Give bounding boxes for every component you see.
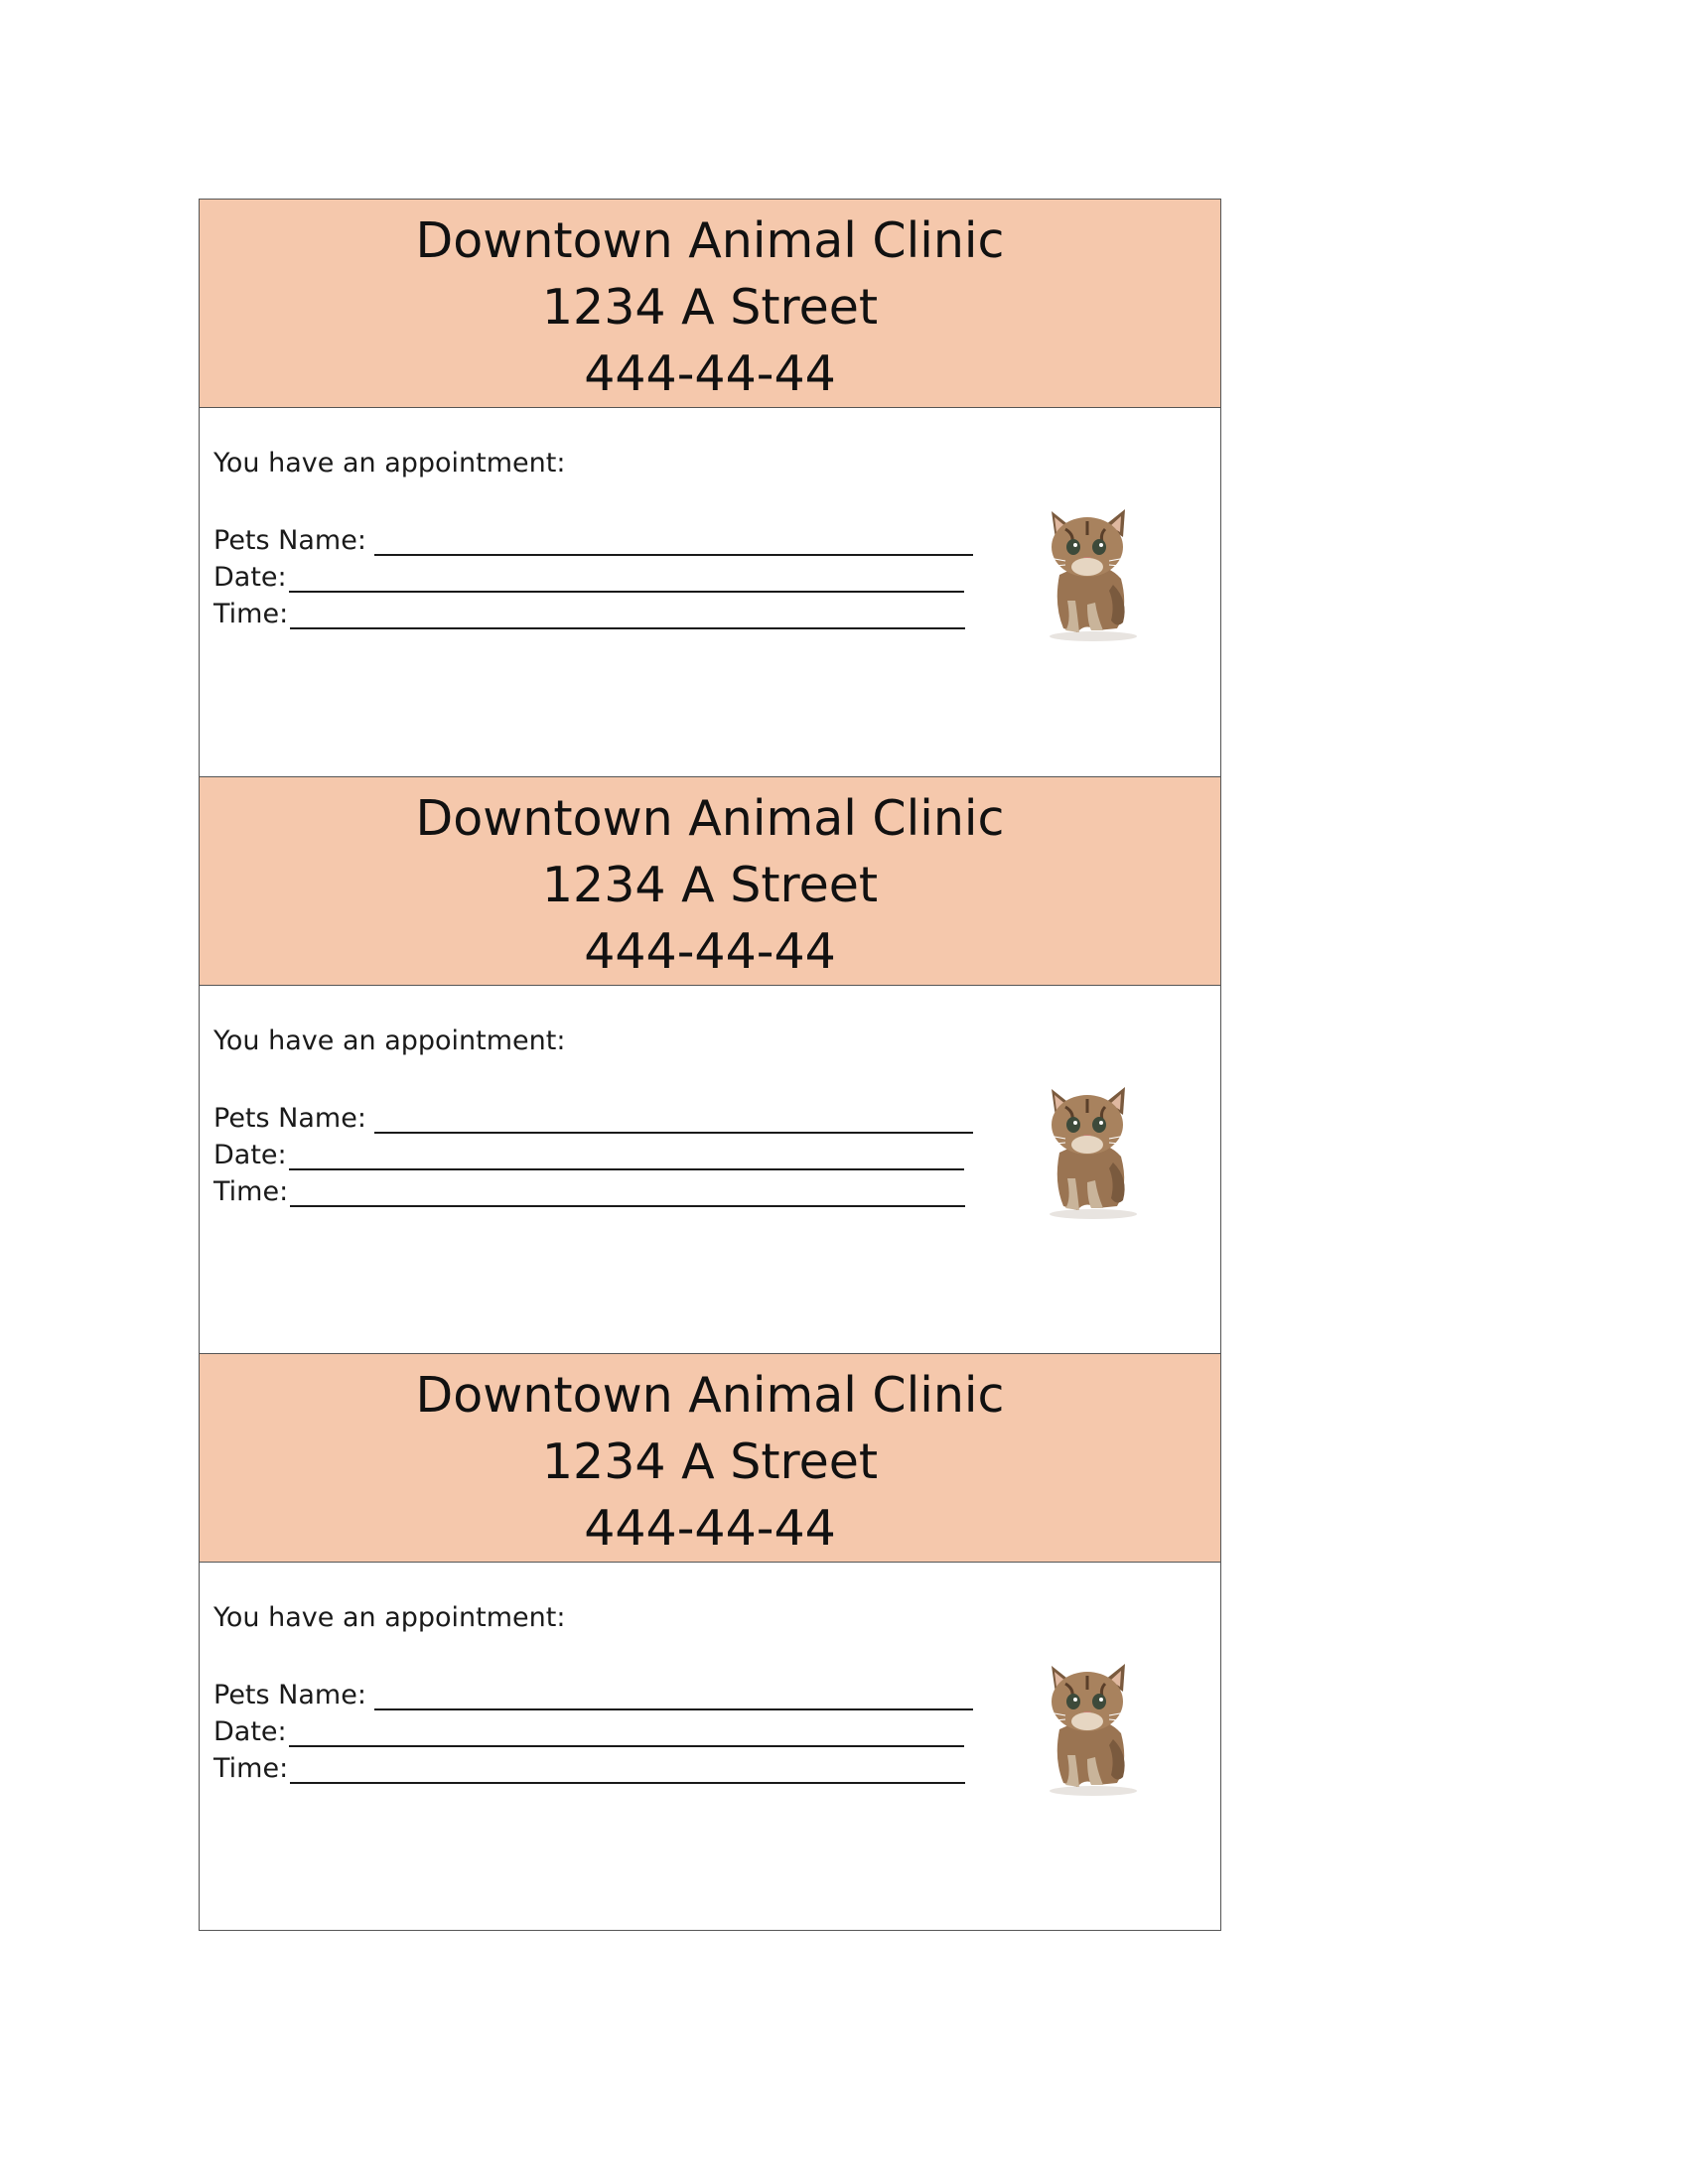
clinic-name: Downtown Animal Clinic [415, 212, 1005, 269]
appointment-intro: You have an appointment: [213, 1602, 566, 1633]
card-body [200, 1563, 1220, 1930]
date-field [213, 556, 973, 593]
time-label: Time: [213, 599, 289, 629]
pets-name-blank-line [374, 528, 973, 556]
time-blank-line [290, 1756, 965, 1784]
date-field [213, 1710, 973, 1747]
pets-name-field [213, 519, 973, 556]
kitten-image [1026, 1083, 1145, 1222]
pets-name-field [213, 1097, 973, 1134]
card-body [200, 408, 1220, 775]
pets-name-blank-line [374, 1106, 973, 1134]
clinic-name: Downtown Animal Clinic [415, 1367, 1005, 1424]
appointment-card-sheet [199, 199, 1221, 1931]
clinic-address: 1234 A Street [541, 857, 879, 913]
card-header [200, 200, 1220, 408]
card-body [200, 986, 1220, 1353]
appointment-card [200, 1353, 1220, 1930]
clinic-phone: 444-44-44 [584, 1500, 836, 1557]
card-header [200, 1354, 1220, 1563]
time-label: Time: [213, 1176, 289, 1207]
clinic-address: 1234 A Street [541, 279, 879, 336]
time-field [213, 1747, 973, 1784]
date-blank-line [289, 1143, 964, 1170]
appointment-card [200, 200, 1220, 776]
time-field [213, 593, 973, 629]
appointment-intro: You have an appointment: [213, 448, 566, 478]
appointment-fields [213, 1674, 973, 1784]
time-blank-line [290, 1179, 965, 1207]
pets-name-blank-line [374, 1683, 973, 1710]
time-field [213, 1170, 973, 1207]
date-blank-line [289, 565, 964, 593]
pets-name-field [213, 1674, 973, 1710]
clinic-address: 1234 A Street [541, 1433, 879, 1490]
clinic-phone: 444-44-44 [584, 345, 836, 402]
pets-name-label: Pets Name: [213, 1103, 366, 1134]
date-label: Date: [213, 1140, 287, 1170]
clinic-name: Downtown Animal Clinic [415, 790, 1005, 847]
date-label: Date: [213, 562, 287, 593]
appointment-fields [213, 519, 973, 629]
date-label: Date: [213, 1716, 287, 1747]
card-header [200, 777, 1220, 986]
appointment-card [200, 776, 1220, 1353]
date-field [213, 1134, 973, 1170]
pets-name-label: Pets Name: [213, 1680, 366, 1710]
clinic-phone: 444-44-44 [584, 923, 836, 980]
appointment-intro: You have an appointment: [213, 1025, 566, 1056]
kitten-image [1026, 505, 1145, 644]
appointment-fields [213, 1097, 973, 1207]
time-label: Time: [213, 1753, 289, 1784]
kitten-image [1026, 1660, 1145, 1799]
pets-name-label: Pets Name: [213, 525, 366, 556]
date-blank-line [289, 1719, 964, 1747]
time-blank-line [290, 602, 965, 629]
